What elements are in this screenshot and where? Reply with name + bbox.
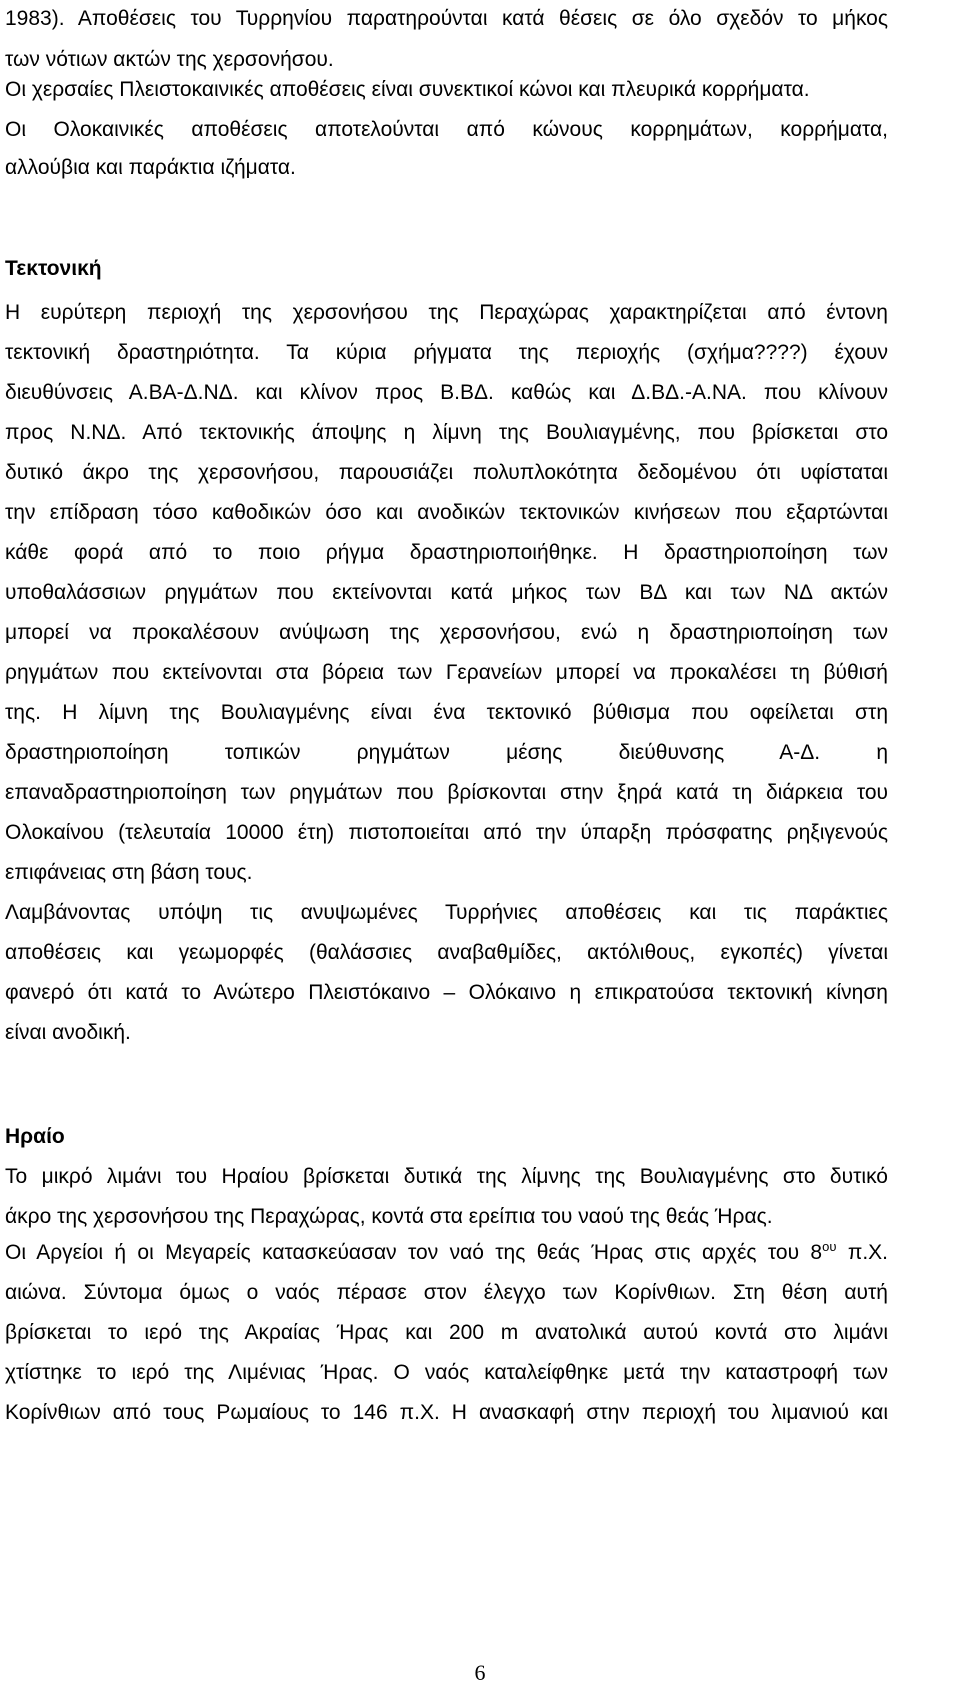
- body-line: της. Η λίμνη της Βουλιαγμένης είναι ένα τεκτονικό βύθισμα που οφείλεται στη: [5, 701, 888, 724]
- body-line: βρίσκεται το ιερό της Ακραίας Ήρας και 200 m ανατολικά αυτού κοντά στο λιμάνι: [5, 1321, 888, 1344]
- body-line: αποθέσεις και γεωμορφές (θαλάσσιες αναβαθμίδες, ακτόλιθους, εγκοπές) γίνεται: [5, 941, 888, 964]
- body-line: Λαμβάνοντας υπόψη τις ανυψωμένες Τυρρήνιες αποθέσεις και τις παράκτιες: [5, 901, 888, 924]
- body-line: άκρο της χερσονήσου της Περαχώρας, κοντά στα ερείπια του ναού της θεάς Ήρας.: [5, 1205, 773, 1228]
- section-heading-tectonic: Τεκτονική: [5, 257, 102, 280]
- body-line: ρηγμάτων που εκτείνονται στα βόρεια των Γερανείων μπορεί να προκαλέσει τη βύθισή: [5, 661, 888, 684]
- page-number: 6: [474, 1660, 486, 1685]
- section-heading-heraion: Ηραίο: [5, 1125, 65, 1148]
- body-line: Κορίνθιων από τους Ρωμαίους το 146 π.Χ. Η ανασκαφή στην περιοχή του λιμανιού και: [5, 1401, 888, 1424]
- body-line: αλλούβια και παράκτια ιζήματα.: [5, 156, 296, 179]
- body-line: την επίδραση τόσο καθοδικών όσο και ανοδικών τεκτονικών κινήσεων που εξαρτώνται: [5, 501, 888, 524]
- body-line: [5, 1240, 888, 1266]
- body-line: χτίστηκε το ιερό της Λιμένιας Ήρας. Ο ναός καταλείφθηκε μετά την καταστροφή των: [5, 1361, 888, 1384]
- body-text: Οι Αργείοι ή οι Μεγαρείς κατασκεύασαν τον ναό της θεάς Ήρας στις αρχές του 8: [5, 1241, 823, 1264]
- body-line: διευθύνσεις Α.ΒΑ-Δ.ΝΔ. και κλίνον προς Β.ΒΔ. καθώς και Δ.ΒΔ.-Α.ΝΑ. που κλίνουν: [5, 381, 888, 404]
- body-line: Η ευρύτερη περιοχή της χερσονήσου της Περαχώρας χαρακτηρίζεται από έντονη: [5, 301, 888, 324]
- body-text: π.Χ.: [836, 1241, 888, 1264]
- body-line: τεκτονική δραστηριότητα. Τα κύρια ρήγματα της περιοχής (σχήμα????) έχουν: [5, 341, 888, 364]
- ordinal-superscript: ου: [822, 1239, 837, 1254]
- body-line: αιώνα. Σύντομα όμως ο ναός πέρασε στον έλεγχο των Κορίνθιων. Στη θέση αυτή: [5, 1281, 888, 1304]
- body-line: επιφάνειας στη βάση τους.: [5, 861, 253, 884]
- body-line: μπορεί να προκαλέσουν ανύψωση της χερσονήσου, ενώ η δραστηριοποίηση των: [5, 621, 888, 644]
- body-line: προς Ν.ΝΔ. Από τεκτονικής άποψης η λίμνη της Βουλιαγμένης, που βρίσκεται στο: [5, 421, 888, 444]
- body-line: Οι Ολοκαινικές αποθέσεις αποτελούνται από κώνους κορρημάτων, κορρήματα,: [5, 118, 888, 141]
- body-line: είναι ανοδική.: [5, 1021, 131, 1044]
- body-line: Οι χερσαίες Πλειστοκαινικές αποθέσεις είναι συνεκτικοί κώνοι και πλευρικά κορρήματα.: [5, 78, 810, 101]
- body-line: Ολοκαίνου (τελευταία 10000 έτη) πιστοποιείται από την ύπαρξη πρόσφατης ρηξιγενούς: [5, 821, 888, 844]
- body-line: Το μικρό λιμάνι του Ηραίου βρίσκεται δυτικά της λίμνης της Βουλιαγμένης στο δυτικό: [5, 1165, 888, 1188]
- body-line: υποθαλάσσιων ρηγμάτων που εκτείνονται κατά μήκος των ΒΔ και των ΝΔ ακτών: [5, 581, 888, 604]
- body-line: δυτικό άκρο της χερσονήσου, παρουσιάζει πολυπλοκότητα δεδομένου ότι υφίσταται: [5, 461, 888, 484]
- body-line: επαναδραστηριοποίηση των ρηγμάτων που βρίσκονται στην ξηρά κατά τη διάρκεια του: [5, 781, 888, 804]
- body-line: των νότιων ακτών της χερσονήσου.: [5, 48, 334, 71]
- body-line: 1983). Αποθέσεις του Τυρρηνίου παρατηρούνται κατά θέσεις σε όλο σχεδόν το μήκος: [5, 7, 888, 30]
- body-line: δραστηριοποίηση τοπικών ρηγμάτων μέσης διεύθυνσης Α-Δ. η: [5, 741, 888, 764]
- body-line: κάθε φορά από το ποιο ρήγμα δραστηριοποιήθηκε. Η δραστηριοποίηση των: [5, 541, 888, 564]
- body-line: φανερό ότι κατά το Ανώτερο Πλειστόκαινο – Ολόκαινο η επικρατούσα τεκτονική κίνηση: [5, 981, 888, 1004]
